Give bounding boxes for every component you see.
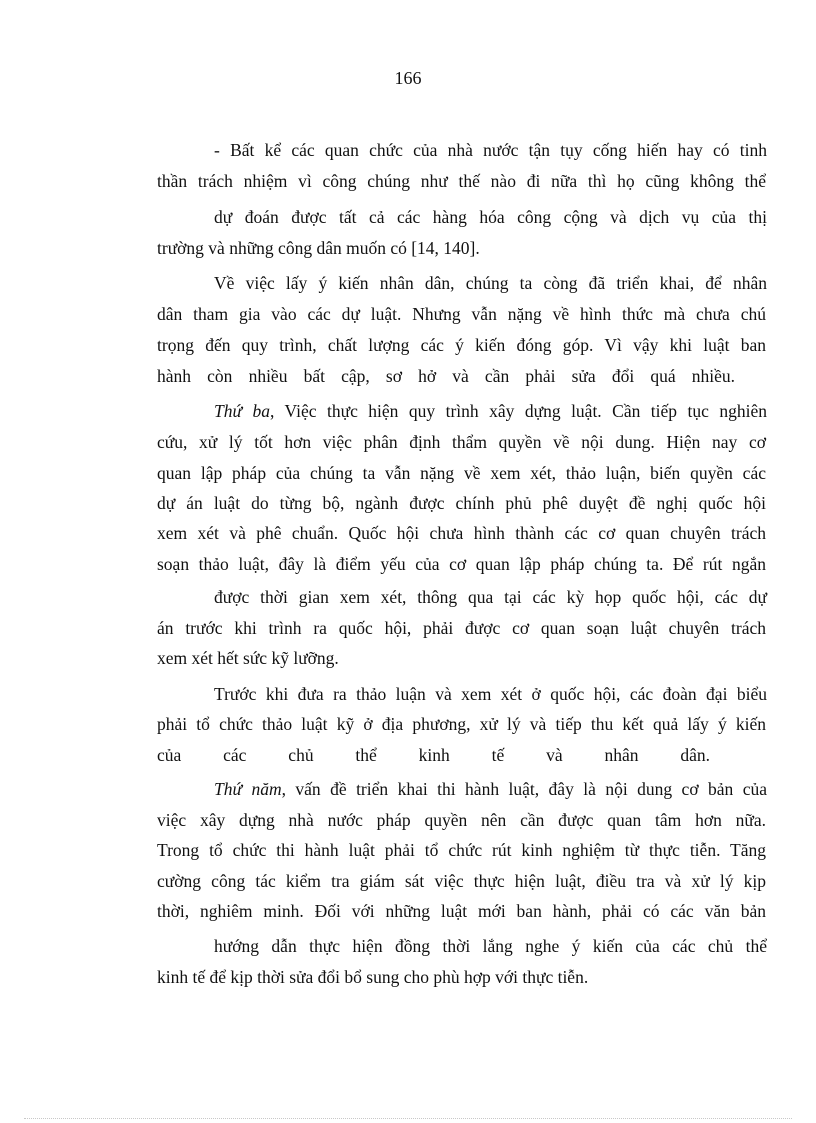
page-number: 166 [394,68,422,88]
text-line: trọng đến quy trình, chất lượng các ý kiến đóng góp. Vì vậy khi luật ban [157,335,766,355]
text-line: dự đoán được tất cả các hàng hóa công cộng và dịch vụ của thị [214,207,767,227]
text-line: Trước khi đưa ra thảo luận và xem xét ở quốc hội, các đoàn đại biểu [214,684,767,704]
text-line: việc xây dựng nhà nước pháp quyền nên cần được quan tâm hơn nữa. [157,810,766,830]
text-line: thần trách nhiệm vì công chúng như thế nào đi nữa thì họ cũng không thể [157,171,766,191]
text-line: Về việc lấy ý kiến nhân dân, chúng ta còng đã triển khai, để nhân [214,273,767,293]
text-line: quan lập pháp của chúng ta vẫn nặng về xem xét, thảo luận, biến quyền các [157,463,766,483]
text-line: của các chủ thể kinh tế và nhân dân. [157,745,710,765]
text-line: Thứ ba, Việc thực hiện quy trình xây dựng luật. Cần tiếp tục nghiên [214,401,767,421]
text-line: - Bất kể các quan chức của nhà nước tận tụy cống hiến hay có tinh [214,140,767,160]
text-line: xem xét hết sức kỹ lưỡng. [157,648,339,668]
text-line: trường và những công dân muốn có [14, 140]. [157,238,480,258]
text-line: cứu, xử lý tốt hơn việc phân định thẩm quyền về nội dung. Hiện nay cơ [157,432,766,452]
page-bottom-rule [24,1118,792,1119]
text-line: thời, nghiêm minh. Đối với những luật mới ban hành, phải có các văn bản [157,901,766,921]
italic-lead: Thứ ba [214,401,270,421]
italic-lead: Thứ năm [214,779,282,799]
text-line: hướng dẫn thực hiện đồng thời lắng nghe ý kiến của các chủ thể [214,936,767,956]
text-line: hành còn nhiều bất cập, sơ hở và cần phải sửa đổi quá nhiều. [157,366,735,386]
text-line: dân tham gia vào các dự luật. Nhưng vẫn nặng về hình thức mà chưa chú [157,304,766,324]
text-line: được thời gian xem xét, thông qua tại các kỳ họp quốc hội, các dự [214,587,767,607]
text-line: soạn thảo luật, đây là điểm yếu của cơ quan lập pháp chúng ta. Để rút ngắn [157,554,766,574]
text-line: Trong tổ chức thi hành luật phải tổ chức rút kinh nghiệm từ thực tiễn. Tăng [157,840,766,860]
text-line: phải tổ chức thảo luật kỹ ở địa phương, xử lý và tiếp thu kết quả lấy ý kiến [157,714,766,734]
text-line: cường công tác kiểm tra giám sát việc thực hiện luật, điều tra và xử lý kịp [157,871,766,891]
text-line: kinh tế để kịp thời sửa đổi bổ sung cho phù hợp với thực tiễn. [157,967,589,987]
text-line: dự án luật do từng bộ, ngành được chính phủ phê duyệt đề nghị quốc hội [157,493,766,513]
text-line: án trước khi trình ra quốc hội, phải được cơ quan soạn luật chuyên trách [157,618,766,638]
text-line: xem xét và phê chuẩn. Quốc hội chưa hình thành các cơ quan chuyên trách [157,523,766,543]
text-line: Thứ năm, vấn đề triển khai thi hành luật, đây là nội dung cơ bản của [214,779,767,799]
